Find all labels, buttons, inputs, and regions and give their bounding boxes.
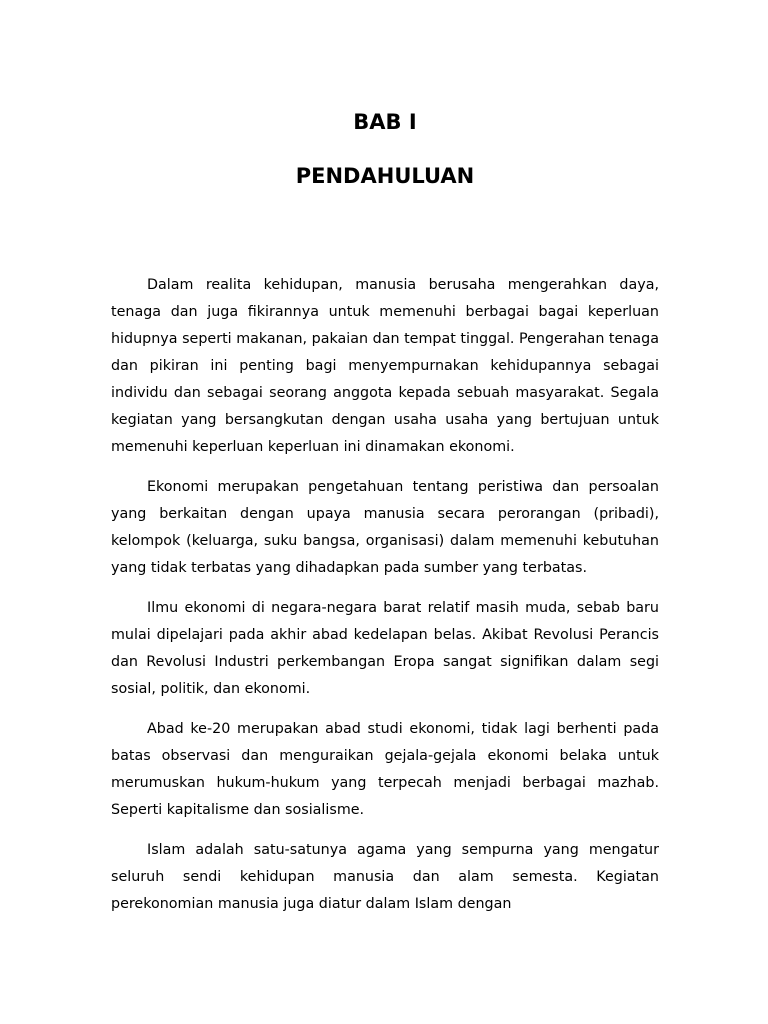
body-text xyxy=(111,272,659,931)
chapter-title: PENDAHULUAN xyxy=(295,164,475,188)
paragraph: Ekonomi merupakan pengetahuan tentang peristiwa dan persoalan yang berkaitan dengan upaya manusia secara perorangan (pribadi), kelompok (keluarga, suku bangsa, organisasi) dalam memenuhi kebutuhan yang tidak terbatas yang dihadapkan pada sumber yang terbatas. xyxy=(111,479,659,576)
chapter-number: BAB I xyxy=(353,110,417,134)
paragraph: Ilmu ekonomi di negara-negara barat relatif masih muda, sebab baru mulai dipelajari pada akhir abad kedelapan belas. Akibat Revolusi Perancis dan Revolusi Industri perkembangan Eropa sangat signifikan dalam segi sosial, politik, dan ekonomi. xyxy=(111,600,659,697)
paragraph: Abad ke-20 merupakan abad studi ekonomi, tidak lagi berhenti pada batas observasi dan menguraikan gejala-gejala ekonomi belaka untuk merumuskan hukum-hukum yang terpecah menjadi berbagai mazhab. Seperti kapitalisme dan sosialisme. xyxy=(111,721,659,818)
paragraph: Dalam realita kehidupan, manusia berusaha mengerahkan daya, tenaga dan juga fikirannya untuk memenuhi berbagai bagai keperluan hidupnya seperti makanan, pakaian dan tempat tinggal. Pengerahan tenaga dan pikiran ini penting bagi menyempurnakan kehidupannya sebagai individu dan sebagai seorang anggota kepada sebuah masyarakat. Segala kegiatan yang bersangkutan dengan usaha usaha yang bertujuan untuk memenuhi keperluan keperluan ini dinamakan ekonomi. xyxy=(111,277,659,455)
paragraph: Islam adalah satu-satunya agama yang sempurna yang mengatur seluruh sendi kehidupan manusia dan alam semesta. Kegiatan perekonomian manusia juga diatur dalam Islam dengan xyxy=(111,842,659,912)
